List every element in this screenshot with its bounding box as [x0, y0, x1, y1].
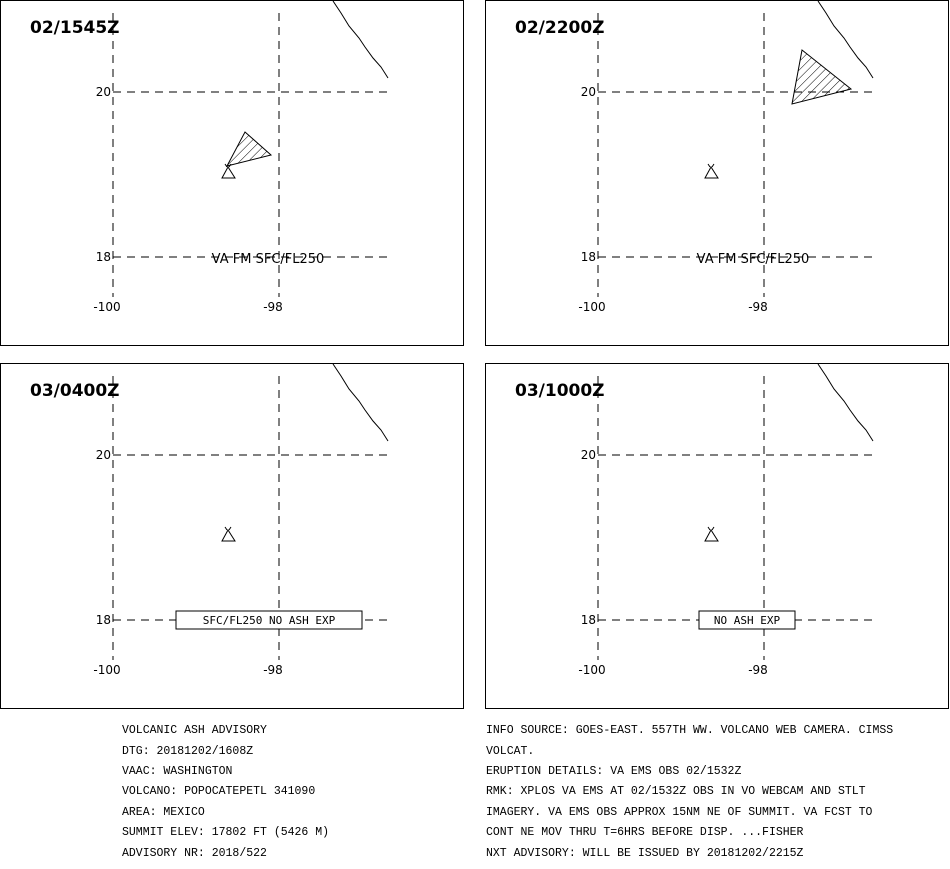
svg-text:-98: -98: [263, 300, 283, 314]
svg-text:-100: -100: [578, 663, 606, 677]
advisory-summit: SUMMIT ELEV: 17802 FT (5426 M): [122, 826, 330, 840]
info-line: RMK: XPLOS VA EMS AT 02/1532Z OBS IN VO WEBCAM AND STLT: [486, 785, 866, 799]
svg-text:20: 20: [95, 85, 111, 99]
map-panel-1: [0, 0, 464, 346]
panel-time: 03/0400Z: [30, 381, 120, 401]
coastline: [818, 1, 873, 78]
svg-text:-98: -98: [748, 663, 768, 677]
map-canvas-3: [1, 364, 464, 709]
advisory-dtg: DTG: 20181202/1608Z: [122, 744, 254, 758]
ash-cloud-area: [227, 132, 271, 166]
ash-cloud-area: [792, 50, 851, 104]
svg-text:20: 20: [95, 448, 111, 462]
volcano-icon: [705, 164, 718, 178]
panel-time: 03/1000Z: [515, 381, 605, 401]
panel-time: 02/2200Z: [515, 18, 605, 38]
info-line: NXT ADVISORY: WILL BE ISSUED BY 20181202/2215Z: [486, 846, 804, 860]
info-line: CONT NE MOV THRU T=6HRS BEFORE DISP. ...FISHER: [486, 826, 804, 840]
va-label: NO ASH EXP: [713, 614, 781, 627]
advisory-info: [486, 716, 893, 869]
info-line: VOLCAT.: [486, 744, 535, 758]
info-line: IMAGERY. VA EMS OBS APPROX 15NM NE OF SUMMIT. VA FCST TO: [486, 805, 873, 819]
advisory-area: AREA: MEXICO: [122, 805, 205, 819]
advisory-header: [122, 716, 329, 869]
map-canvas-4: [486, 364, 949, 709]
va-label: SFC/FL250 NO ASH EXP: [202, 614, 336, 627]
svg-text:18: 18: [95, 250, 111, 264]
volcano-icon: [222, 527, 235, 541]
info-line: INFO SOURCE: GOES-EAST. 557TH WW. VOLCANO WEB CAMERA. CIMSS: [486, 724, 894, 738]
map-panel-2: [485, 0, 949, 346]
svg-text:18: 18: [580, 613, 596, 627]
svg-text:-100: -100: [93, 300, 121, 314]
advisory-nr: ADVISORY NR: 2018/522: [122, 846, 267, 860]
va-label: VA FM SFC/FL250: [696, 252, 810, 267]
va-label: VA FM SFC/FL250: [211, 252, 325, 267]
svg-text:18: 18: [580, 250, 596, 264]
advisory-title: VOLCANIC ASH ADVISORY: [122, 724, 267, 738]
svg-text:-98: -98: [748, 300, 768, 314]
map-panel-4: [485, 363, 949, 709]
svg-text:20: 20: [580, 448, 596, 462]
map-panel-3: [0, 363, 464, 709]
coastline: [333, 364, 388, 441]
coastline: [818, 364, 873, 441]
panel-time: 02/1545Z: [30, 18, 120, 38]
map-canvas-2: [486, 1, 949, 346]
svg-text:-98: -98: [263, 663, 283, 677]
svg-text:-100: -100: [578, 300, 606, 314]
svg-text:18: 18: [95, 613, 111, 627]
map-canvas-1: [1, 1, 464, 346]
svg-text:-100: -100: [93, 663, 121, 677]
advisory-volcano: VOLCANO: POPOCATEPETL 341090: [122, 785, 316, 799]
svg-text:20: 20: [580, 85, 596, 99]
advisory-vaac: VAAC: WASHINGTON: [122, 765, 233, 779]
volcano-icon: [705, 527, 718, 541]
coastline: [333, 1, 388, 78]
info-line: ERUPTION DETAILS: VA EMS OBS 02/1532Z: [486, 765, 742, 779]
